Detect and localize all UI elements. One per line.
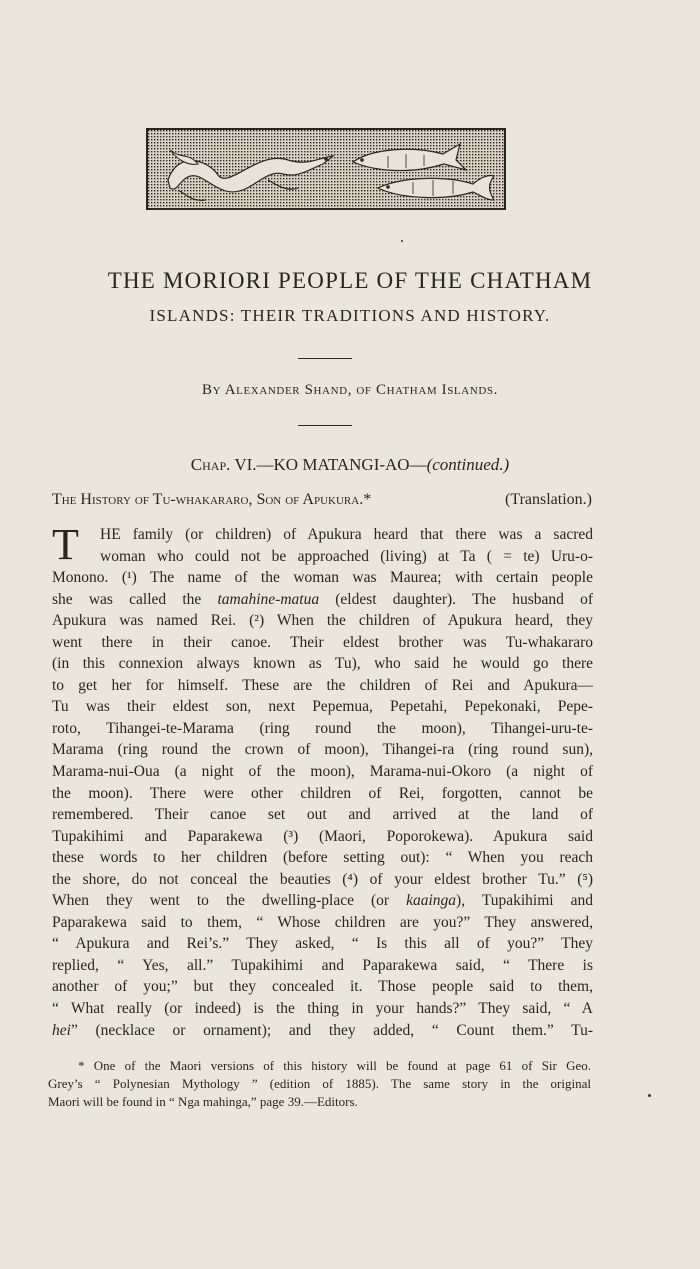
chapter-dash: — xyxy=(256,455,274,474)
history-title: The History of Tu-whakararo, Son of Apukura.* xyxy=(52,491,372,508)
print-speck xyxy=(401,240,403,242)
body-line: the moon). There were other children of Rei, forgotten, cannot be xyxy=(52,784,593,802)
body-line: Apukura was named Rei. (²) When the children of Apukura heard, they xyxy=(52,612,593,630)
body-line: When they went to the dwelling-place (or kaainga), Tupakihimi and xyxy=(52,892,593,910)
body-line: she was called the tamahine-matua (eldest daughter). The husband of xyxy=(52,590,593,608)
article-title: THE MORIORI PEOPLE OF THE CHATHAM xyxy=(107,268,593,293)
body-line: hei” (necklace or ornament); and they added, “ Count them.” Tu- xyxy=(52,1021,593,1039)
body-line: Tu was their eldest son, next Pepemua, Pepetahi, Pepekonaki, Pepe- xyxy=(52,698,593,716)
translation-note: (Translation.) xyxy=(505,491,592,508)
body-line: replied, “ Yes, all.” Tupakihimi and Paparakewa said, “ There is xyxy=(52,956,593,974)
body-line: Monono. (¹) The name of the woman was Maurea; with certain people xyxy=(52,569,593,587)
article-title-continued: ISLANDS: THEIR TRADITIONS AND HISTORY. xyxy=(149,306,551,325)
body-line: went there in their canoe. Their eldest brother was Tu-whakararo xyxy=(52,633,593,651)
footnote-line: Grey’s “ Polynesian Mythology ” (edition of 1885). The same story in the original xyxy=(48,1076,591,1091)
divider xyxy=(298,425,352,426)
footnote-line: Maori will be found in “ Nga mahinga,” page 39.—Editors. xyxy=(48,1094,358,1109)
divider xyxy=(298,358,352,359)
body-line: “ What really (or indeed) is the thing in your hands?” They said, “ A xyxy=(52,1000,593,1018)
body-line: woman who could not be approached (living) at Ta ( = te) Uru-o- xyxy=(100,547,593,565)
body-line: “ Apukura and Rei’s.” They asked, “ Is this all of you?” They xyxy=(52,935,593,953)
chapter-dash-2: — xyxy=(409,455,427,474)
body-line: another of you;” but they concealed it. Those people said to them, xyxy=(52,978,593,996)
chapter-label: Chap. VI. xyxy=(190,455,257,474)
section-subtitle xyxy=(52,491,592,509)
body-line: (in this connexion always known as Tu), who said he would go there xyxy=(52,655,593,673)
author-byline: By Alexander Shand, of Chatham Islands. xyxy=(202,382,498,398)
chapter-continued: (continued.) xyxy=(426,455,510,474)
body-line: Tupakihimi and Paparakewa (³) (Maori, Poporokewa). Apukura said xyxy=(52,827,593,845)
body-line: HE family (or children) of Apukura heard that there was a sacred xyxy=(100,526,593,543)
body-line: Marama-nui-Oua (a night of the moon), Marama-nui-Okoro (a night of xyxy=(52,763,593,781)
footnote xyxy=(48,1057,591,1111)
decorative-headpiece xyxy=(146,128,506,210)
footnote-line: * One of the Maori versions of this history will be found at page 61 of Sir Geo. xyxy=(78,1058,591,1073)
body-line: the shore, do not conceal the beauties (⁴) of your eldest brother Tu.” (⁵) xyxy=(52,870,593,888)
chapter-name: KO MATANGI-AO xyxy=(273,455,410,474)
body-line: roto, Tihangei-te-Marama (ring round the moon), Tihangei-uru-te- xyxy=(52,719,593,737)
chapter-heading xyxy=(0,455,700,475)
body-line: these words to her children (before setting out): “ When you reach xyxy=(52,849,593,867)
body-line: Paparakewa said to them, “ Whose children are you?” They answered, xyxy=(52,913,593,931)
drop-cap: T xyxy=(52,520,79,569)
dragon-fish-ornament-icon xyxy=(148,130,504,208)
body-line: remembered. Their canoe set out and arrived at the land of xyxy=(52,806,593,824)
body-line: to get her for himself. These are the children of Rei and Apukura— xyxy=(52,676,593,694)
print-speck xyxy=(648,1094,651,1097)
body-line: Marama (ring round the crown of moon), Tihangei-ra (ring round sun), xyxy=(52,741,593,759)
body-paragraph xyxy=(52,520,593,1041)
